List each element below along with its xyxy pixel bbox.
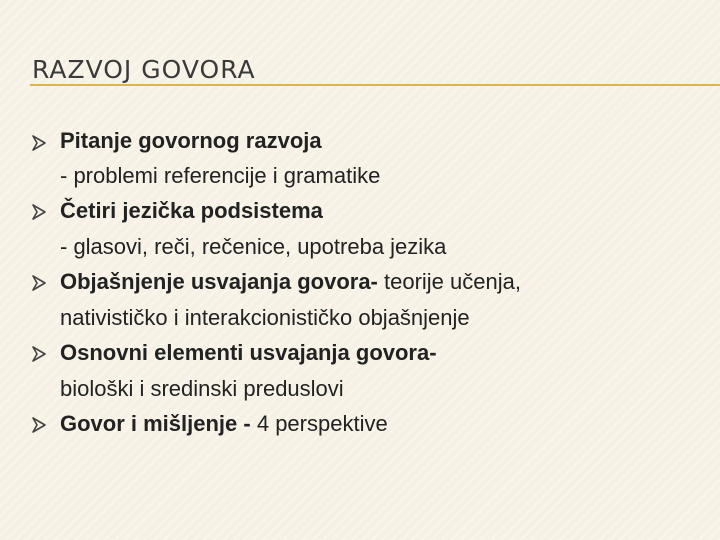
- bullet-line: [60, 406, 720, 442]
- bullet-subline: nativističko i interakcionističko objašnjenje: [60, 305, 470, 330]
- bullet-text: 4 perspektive: [256, 411, 388, 436]
- bullet-item-3: [0, 264, 720, 335]
- slide-title: RAZVOJ GOVORA: [32, 55, 256, 84]
- arrow-head-icon: [31, 346, 47, 362]
- arrow-head-icon: [31, 135, 47, 151]
- bullet-item-2: [0, 193, 720, 264]
- arrow-head-icon: [31, 204, 47, 220]
- bullet-line: [60, 335, 720, 371]
- arrow-head-icon: [31, 417, 47, 433]
- bullet-item-5: [0, 406, 720, 442]
- bullet-heading: Četiri jezička podsistema: [60, 198, 323, 223]
- bullet-heading: Objašnjenje usvajanja govora-: [60, 269, 384, 294]
- bullet-subline: - problemi referencije i gramatike: [60, 163, 381, 188]
- bullet-line: [60, 193, 720, 229]
- bullet-text: teorije učenja,: [384, 269, 521, 294]
- arrow-head-icon: [31, 275, 47, 291]
- title-underline: [30, 84, 720, 86]
- bullet-subline: biološki i sredinski preduslovi: [60, 376, 344, 401]
- bullet-heading: Govor i mišljenje -: [60, 411, 257, 436]
- bullet-line: [60, 124, 720, 158]
- bullet-heading: Osnovni elementi usvajanja govora-: [60, 340, 437, 365]
- bullet-list: [0, 124, 720, 442]
- bullet-item-1: [0, 124, 720, 193]
- bullet-subline: - glasovi, reči, rečenice, upotreba jezika: [60, 234, 447, 259]
- bullet-heading: Pitanje govornog razvoja: [60, 128, 322, 153]
- bullet-line: [60, 264, 720, 300]
- bullet-item-4: [0, 335, 720, 406]
